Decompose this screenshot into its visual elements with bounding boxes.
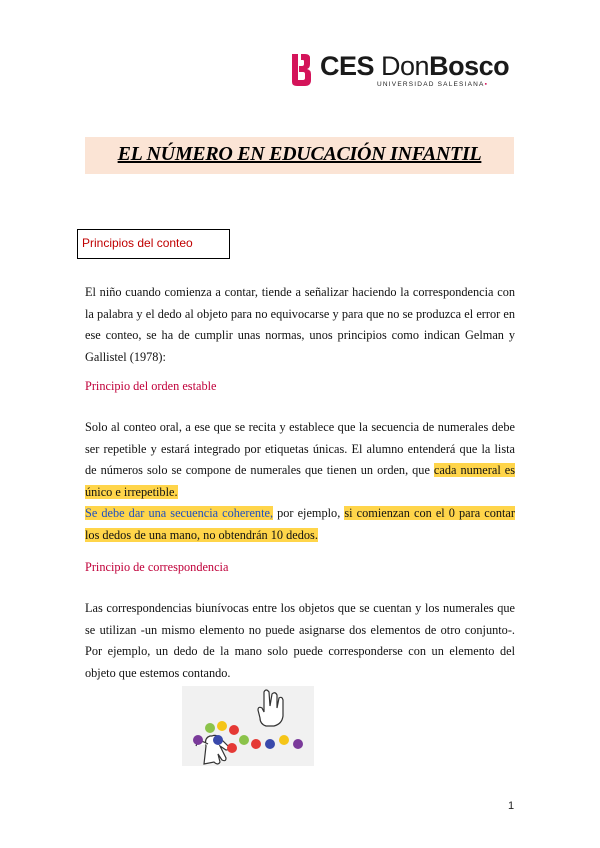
- principle-1-paragraph: [85, 417, 515, 546]
- section-box: [77, 229, 230, 259]
- logo-ces-text: CES: [320, 51, 375, 81]
- intro-paragraph: El niño cuando comienza a contar, tiende a señalizar haciendo la correspondencia con la palabra y el dedo al objeto para no equivocarse y para que no se produzca el error en ese conteo, se ha de cumplir unas normas, unos principios como indican Gelman y Gallistel (1978):: [85, 285, 515, 364]
- highlight-coherent-sequence: Se debe dar una secuencia coherente,: [85, 506, 274, 520]
- university-emblem-icon: [289, 52, 313, 88]
- page-number: 1: [508, 800, 515, 812]
- page-title: EL NÚMERO EN EDUCACIÓN INFANTIL: [117, 143, 482, 165]
- logo-wordmark: [320, 50, 509, 82]
- logo-accent-dot: ▪: [484, 81, 489, 88]
- logo-don-text: Don: [381, 51, 430, 81]
- title-band: [85, 137, 514, 174]
- principle-2-heading: Principio de correspondencia: [85, 560, 229, 574]
- ces-don-bosco-logo: [289, 50, 509, 92]
- principle-1-text-b: por ejemplo,: [273, 506, 345, 520]
- logo-subtitle: [377, 81, 488, 88]
- principle-2-paragraph: Las correspondencias biunívocas entre los objetos que se cuentan y los numerales que se utilizan -un mismo elemento no puede asignarse dos elementos de otro conjunto-. Por ejemplo, un dedo de la mano solo puede corresponderse con un elemento del objeto que estemos contando.: [85, 601, 515, 680]
- principle-1-heading: Principio del orden estable: [85, 379, 217, 393]
- logo-bosco-text: Bosco: [429, 51, 510, 81]
- section-label: Principios del conteo: [82, 236, 193, 250]
- highlight-unique-numeral: cada numeral es único e irrepetible.: [85, 463, 515, 499]
- highlight-zero-example: si comienzan con el 0 para contar los dedos de una mano, no obtendrán 10 dedos.: [85, 506, 515, 542]
- hands-counting-balls-icon: [182, 686, 314, 766]
- principle-1-text-a: Solo al conteo oral, a ese que se recita y establece que la secuencia de numerales debe ser repetible y estará integrado por etiquetas únicas. El alumno entenderá que la lista de números solo se compone de numerales que tienen un orden, que: [85, 420, 515, 477]
- logo-subtitle-text: UNIVERSIDAD SALESIANA: [377, 81, 485, 88]
- counting-illustration: [182, 686, 314, 766]
